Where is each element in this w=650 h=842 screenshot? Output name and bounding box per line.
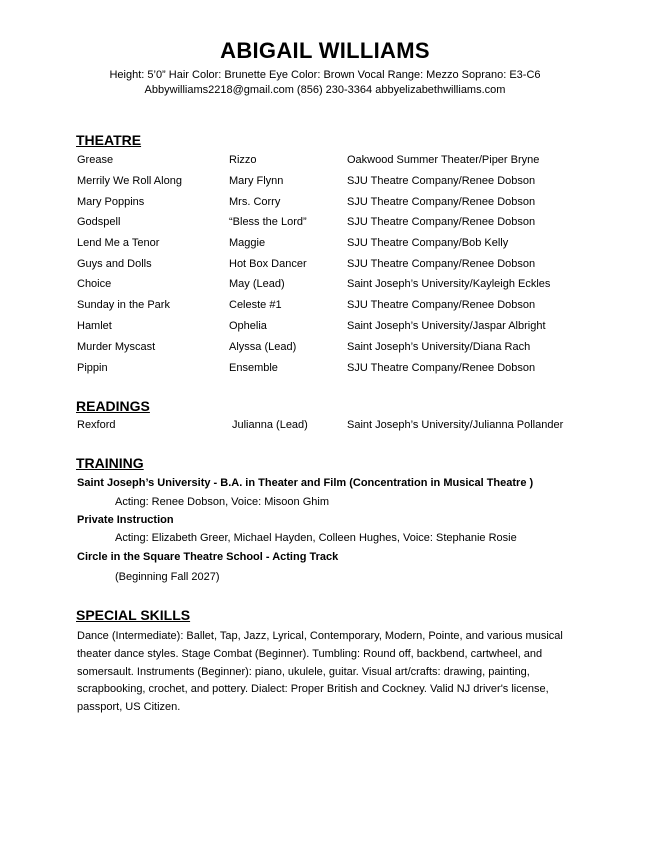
company-director: SJU Theatre Company/Renee Dobson [347, 362, 536, 374]
show-title: Murder Myscast [77, 341, 156, 353]
company-director: SJU Theatre Company/Renee Dobson [347, 216, 536, 228]
company-director: Saint Joseph’s University/Kayleigh Eckles [347, 278, 551, 290]
company-director: SJU Theatre Company/Renee Dobson [347, 258, 536, 270]
role: Ophelia [229, 320, 267, 332]
role: “Bless the Lord” [229, 216, 307, 228]
show-title: Pippin [77, 362, 108, 374]
show-title: Sunday in the Park [77, 299, 170, 311]
table-row [0, 258, 650, 274]
company-director: Saint Joseph’s University/Julianna Pollander [347, 419, 564, 431]
role: Ensemble [229, 362, 278, 374]
show-title: Hamlet [77, 320, 112, 332]
show-title: Lend Me a Tenor [77, 237, 160, 249]
table-row [0, 196, 650, 212]
training-heading: TRAINING [76, 455, 144, 471]
company-director: SJU Theatre Company/Renee Dobson [347, 175, 536, 187]
readings-heading: READINGS [76, 398, 150, 414]
table-row [0, 320, 650, 336]
company-director: Saint Joseph’s University/Jaspar Albright [347, 320, 546, 332]
contact-info: Abbywilliams2218@gmail.com (856) 230-3364 abbyelizabethwilliams.com [144, 84, 506, 96]
company-director: Saint Joseph’s University/Diana Rach [347, 341, 531, 353]
table-row [0, 175, 650, 191]
special-skills-heading: SPECIAL SKILLS [76, 607, 191, 623]
training-instructors: Acting: Elizabeth Greer, Michael Hayden, Colleen Hughes, Voice: Stephanie Rosie [115, 532, 517, 544]
role: Julianna (Lead) [232, 419, 308, 431]
show-title: Mary Poppins [77, 196, 145, 208]
table-row [0, 278, 650, 294]
theatre-heading: THEATRE [76, 132, 142, 148]
show-title: Grease [77, 154, 114, 166]
training-school: Circle in the Square Theatre School - Acting Track [77, 551, 339, 563]
show-title: Merrily We Roll Along [77, 175, 182, 187]
role: Hot Box Dancer [229, 258, 307, 270]
special-skills-text: Dance (Intermediate): Ballet, Tap, Jazz, Lyrical, Contemporary, Modern, Pointe, and various musical theater dance styles. Stage Combat (Beginner). Tumbling: Round off, backbend, cartwheel, and somersault. Instruments (Beginner): piano, ukulele, guitar. Visual art/crafts: drawing, painting, scrapbooking, crochet, and pottery. Dialect: Proper British and Cockney. Valid NJ driver's license, passport, US Citizen. [77, 630, 563, 714]
table-row [0, 237, 650, 253]
company-director: SJU Theatre Company/Renee Dobson [347, 299, 536, 311]
role: Mary Flynn [229, 175, 284, 187]
show-title: Choice [77, 278, 112, 290]
table-row [0, 154, 650, 170]
training-school: Private Instruction [77, 514, 174, 526]
show-title: Godspell [77, 216, 121, 228]
company-director: SJU Theatre Company/Bob Kelly [347, 237, 509, 249]
resume-name: ABIGAIL WILLIAMS [220, 38, 430, 63]
physical-details: Height: 5’0” Hair Color: Brunette Eye Color: Brown Vocal Range: Mezzo Soprano: E3-C6 [109, 69, 541, 81]
table-row [0, 216, 650, 232]
role: Maggie [229, 237, 266, 249]
training-instructors: Acting: Renee Dobson, Voice: Misoon Ghim [115, 496, 330, 508]
table-row [0, 299, 650, 315]
role: May (Lead) [229, 278, 285, 290]
role: Rizzo [229, 154, 257, 166]
table-row [0, 419, 650, 435]
training-instructors: (Beginning Fall 2027) [115, 571, 220, 583]
company-director: Oakwood Summer Theater/Piper Bryne [347, 154, 540, 166]
training-school: Saint Joseph’s University - B.A. in Theater and Film (Concentration in Musical Theatre ) [77, 477, 534, 489]
company-director: SJU Theatre Company/Renee Dobson [347, 196, 536, 208]
table-row [0, 362, 650, 378]
show-title: Rexford [77, 419, 116, 431]
role: Mrs. Corry [229, 196, 281, 208]
role: Alyssa (Lead) [229, 341, 297, 353]
role: Celeste #1 [229, 299, 282, 311]
show-title: Guys and Dolls [77, 258, 152, 270]
table-row [0, 341, 650, 357]
